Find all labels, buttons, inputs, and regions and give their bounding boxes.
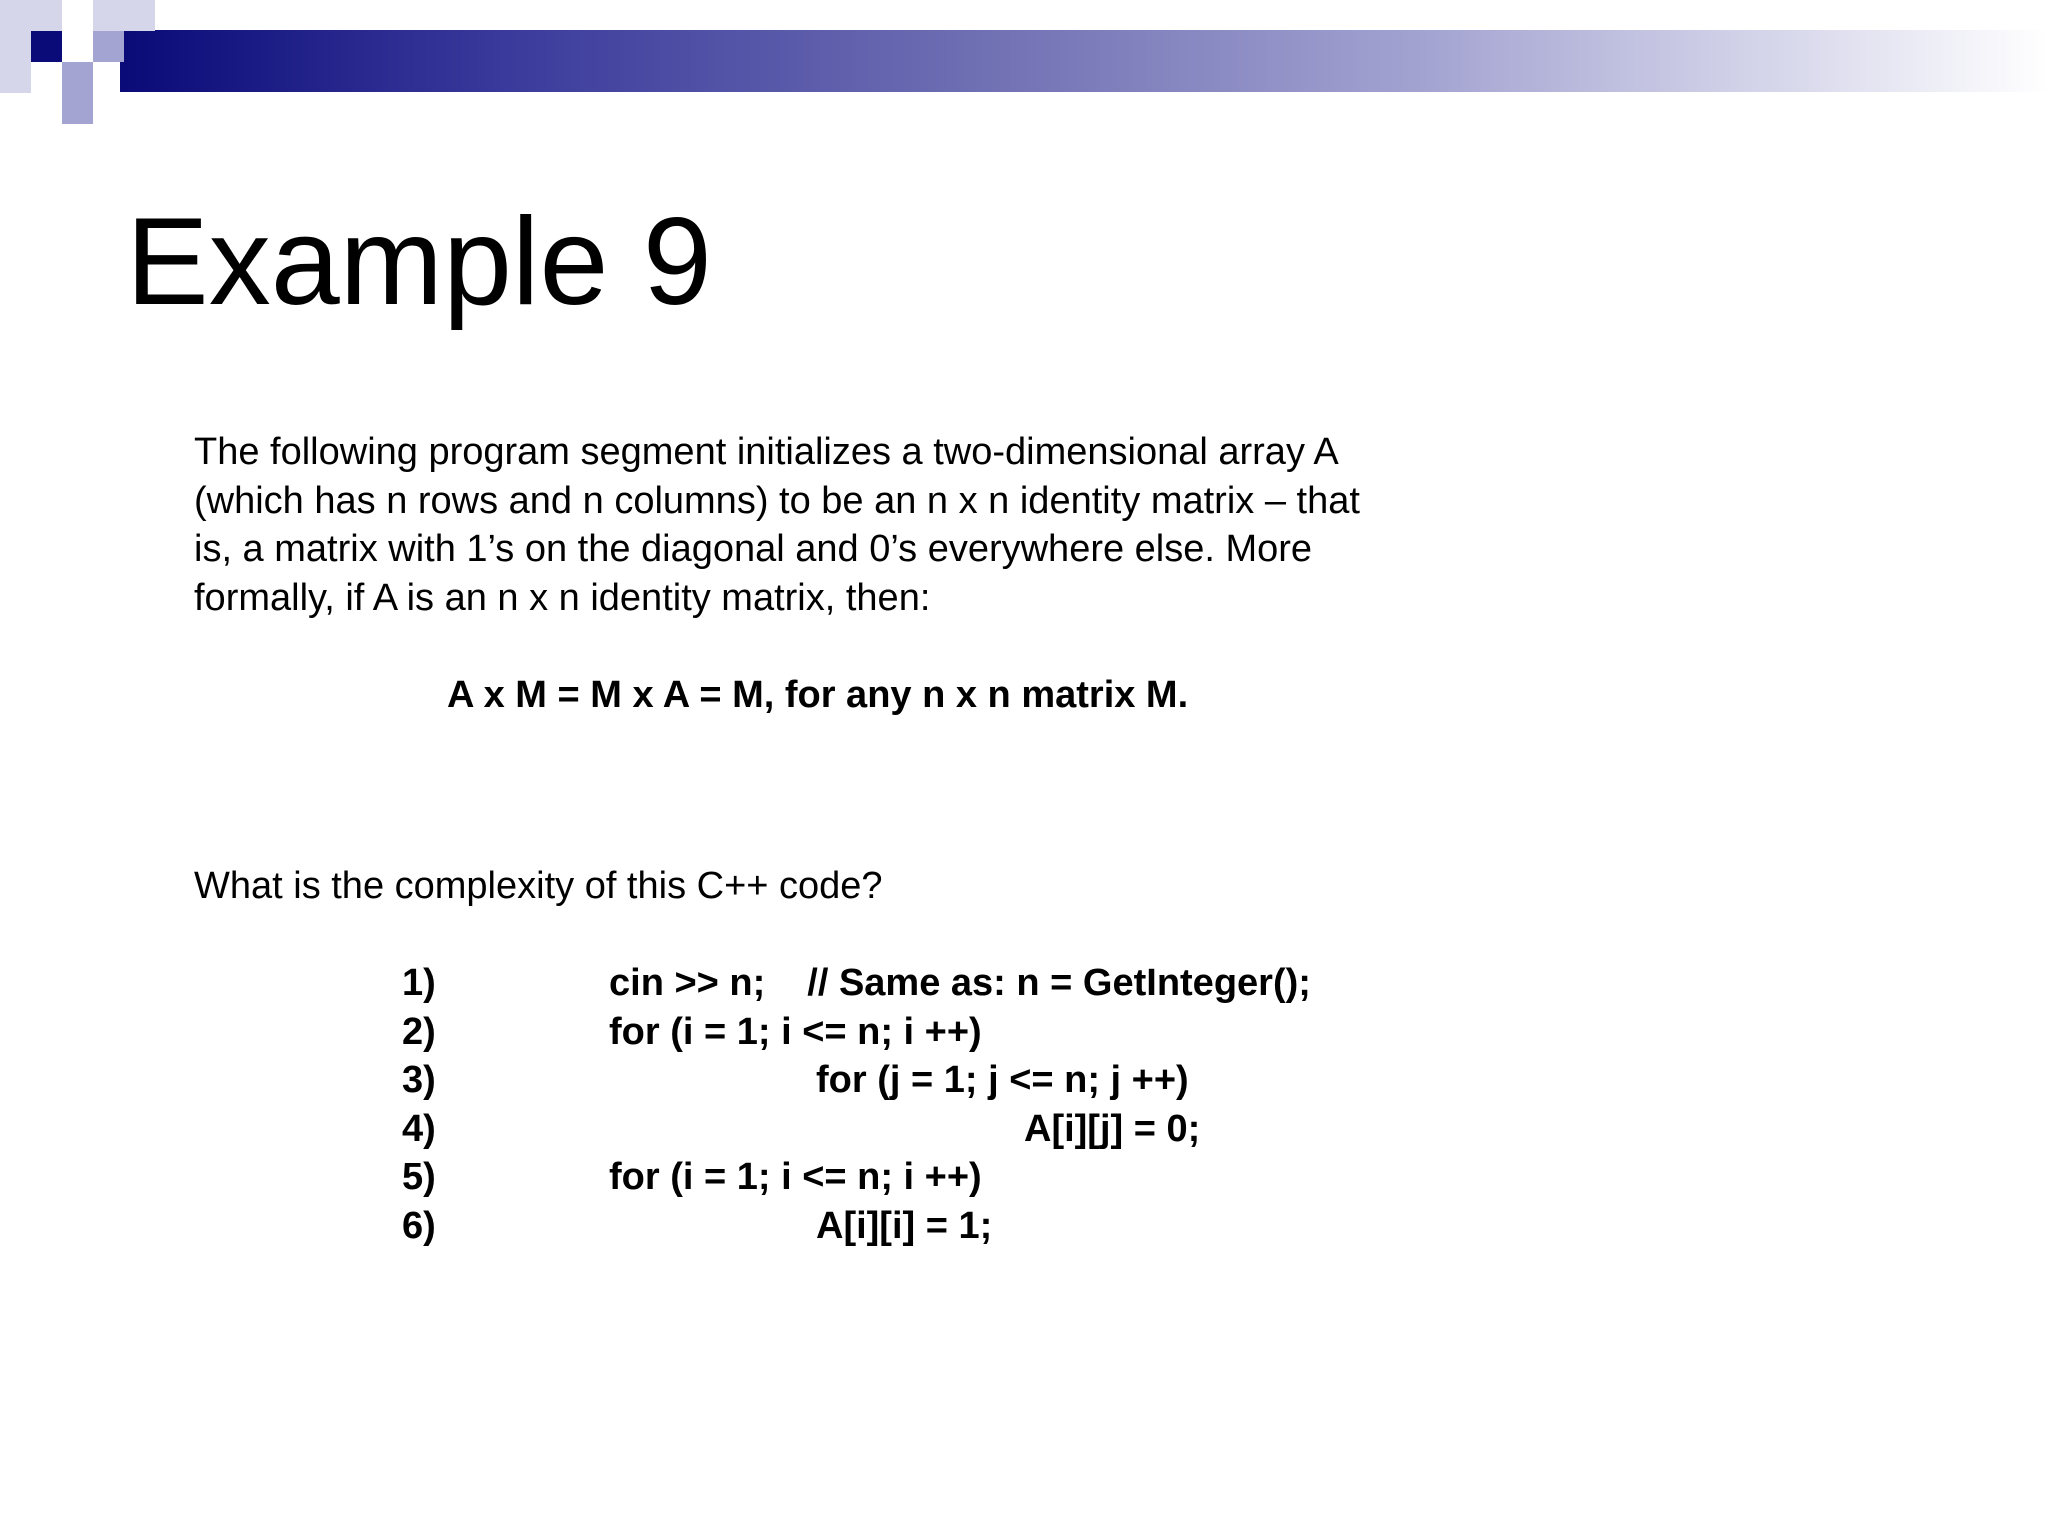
decor-square <box>93 31 124 62</box>
code-line <box>0 1153 2048 1202</box>
decor-square <box>124 0 155 31</box>
decor-square <box>93 0 124 31</box>
code-text: A[i][i] = 1; <box>816 1204 993 1247</box>
code-line <box>0 1202 2048 1251</box>
intro-line: is, a matrix with 1’s on the diagonal and 0’s everywhere else. More <box>194 528 1313 570</box>
code-comment: // Same as: n = GetInteger(); <box>807 962 1311 1004</box>
decor-square <box>0 62 31 93</box>
code-text: for (j = 1; j <= n; j ++) <box>816 1059 1189 1101</box>
decor-square <box>31 31 62 62</box>
complexity-question: What is the complexity of this C++ code? <box>194 865 883 907</box>
code-line <box>0 1056 2048 1105</box>
intro-line: formally, if A is an n x n identity matrix, then: <box>194 576 931 619</box>
slide-title: Example 9 <box>126 193 712 331</box>
decor-square <box>0 31 31 62</box>
code-text: for (i = 1; i <= n; i ++) <box>609 1010 982 1053</box>
code-text: for (i = 1; i <= n; i ++) <box>609 1156 982 1198</box>
code-text: A[i][j] = 0; <box>1024 1107 1201 1150</box>
code-line <box>0 1105 2048 1154</box>
code-line <box>0 1008 2048 1057</box>
line-number: 3) <box>402 1059 436 1101</box>
intro-line: (which has n rows and n columns) to be an n x n identity matrix – that <box>194 479 1360 522</box>
code-line <box>0 959 2048 1008</box>
identity-equation: A x M = M x A = M, for any n x n matrix M. <box>447 674 1189 716</box>
decor-square <box>0 0 31 31</box>
intro-line: The following program segment initializes a two-dimensional array A <box>194 431 1339 473</box>
intro-paragraph <box>194 428 1494 622</box>
decor-square <box>62 93 93 124</box>
code-statement: cin >> n; <box>609 962 766 1004</box>
line-number: 6) <box>402 1204 436 1247</box>
code-listing <box>0 959 2048 1250</box>
decor-square <box>31 0 62 31</box>
line-number: 2) <box>402 1010 436 1053</box>
decor-square <box>62 62 93 93</box>
line-number: 5) <box>402 1156 436 1198</box>
line-number: 1) <box>402 962 436 1004</box>
code-text <box>609 959 1311 1008</box>
header-gradient-band <box>120 30 2048 92</box>
line-number: 4) <box>402 1107 436 1150</box>
